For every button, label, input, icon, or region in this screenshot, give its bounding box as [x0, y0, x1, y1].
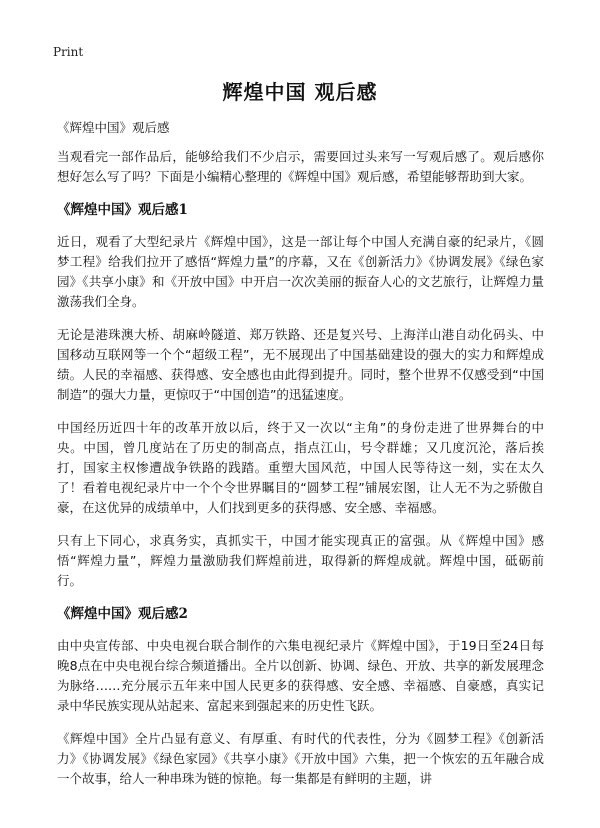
section-1-paragraph-2: 无论是港珠澳大桥、胡麻岭隧道、郑万铁路、还是复兴号、上海洋山港自动化码头、中国移动互联网等一个个“超级工程”，无不展现出了中国基础建设的强大的实力和辉煌成绩。人民的幸福感、获得感、安全感也由此得到提升。同时，整个世界不仅感受到“中国制造”的强大力量，更惊叹于“中国创造”的迅猛速度。 [57, 327, 544, 402]
article-body [57, 118, 544, 802]
article-subtitle: 《辉煌中国》观后感 [57, 120, 170, 135]
page-title: 辉煌中国 观后感 [222, 80, 378, 104]
section-2-paragraph-1: 由中央宣传部、中央电视台联合制作的六集电视纪录片《辉煌中国》，于19日至24日每晚8点在中央电视台综合频道播出。全片以创新、协调、绿色、开放、共享的新发展理念为脉络……充分展示五年来中国人民更多的获得感、安全感、幸福感、自豪感，真实记录中华民族实现从站起来、富起来到强起来的历史性飞跃。 [57, 638, 544, 713]
print-link[interactable]: Print [53, 45, 84, 59]
intro-paragraph: 当观看完一部作品后，能够给我们不少启示，需要回过头来写一写观后感了。观后感你想好怎么写了吗？下面是小编精心整理的《辉煌中国》观后感，希望能够帮助到大家。 [57, 149, 544, 184]
section-1-heading: 《辉煌中国》观后感1 [57, 202, 188, 218]
section-1-paragraph-4: 只有上下同心，求真务实，真抓实干，中国才能实现真正的富强。从《辉煌中国》感悟“辉煌力量”，辉煌力量激励我们辉煌前进，取得新的辉煌成就。辉煌中国，砥砺前行。 [57, 533, 544, 588]
section-1-paragraph-3: 中国经历近四十年的改革开放以后，终于又一次以“主角”的身份走进了世界舞台的中央。中国，曾几度站在了历史的制高点，指点江山，号令群雄；又几度沉沦，落后挨打，国家主权惨遭战争铁路的践踏。重塑大国风范，中国人民等待这一刻，实在太久了！看着电视纪录片中一个个令世界瞩目的“圆梦工程”铺展宏图，让人无不为之骄傲自豪，在这优异的成绩单中，人们找到更多的获得感、安全感、幸福感。 [57, 420, 544, 515]
section-1-paragraph-1: 近日，观看了大型纪录片《辉煌中国》，这是一部让每个中国人充满自豪的纪录片，《圆梦工程》给我们拉开了感悟“辉煌力量”的序幕，又在《创新活力》《协调发展》《绿色家园》《共享小康》和《开放中国》中开启一次次美丽的振奋人心的文艺旅行，让辉煌力量激荡我们全身。 [57, 234, 544, 309]
section-2-paragraph-2: 《辉煌中国》全片凸显有意义、有厚重、有时代的代表性，分为《圆梦工程》《创新活力》《协调发展》《绿色家园》《共享小康》《开放中国》六集，把一个恢宏的五年融合成一个故事，给人一种串珠为链的惊艳。每一集都是有鲜明的主题，讲 [57, 731, 544, 786]
section-2-heading: 《辉煌中国》观后感2 [57, 606, 188, 622]
